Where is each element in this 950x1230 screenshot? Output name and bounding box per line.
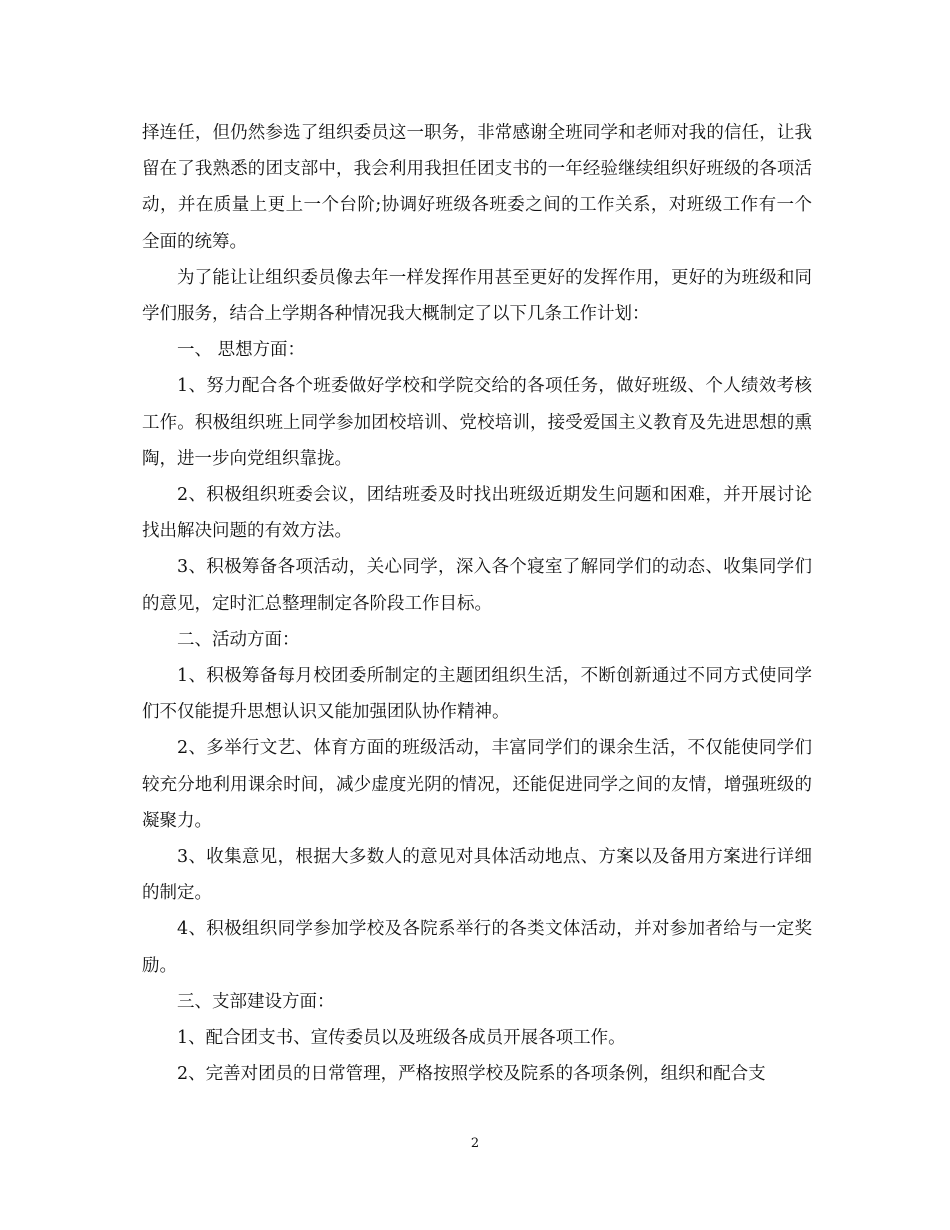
paragraph-intro: 为了能让让组织委员像去年一样发挥作用甚至更好的发挥作用，更好的为班级和同学们服务，结合上学期各种情况我大概制定了以下几条工作计划： bbox=[142, 267, 812, 325]
paragraph-continuation: 择连任，但仍然参选了组织委员这一职务，非常感谢全班同学和老师对我的信任，让我留在了我熟悉的团支部中，我会利用我担任团支书的一年经验继续组织好班级的各项活动，并在质量上更上一个台阶;协调好班级各班委之间的工作关系，对班级工作有一个全面的统筹。 bbox=[142, 123, 812, 252]
paragraph-item: 2、完善对团员的日常管理，严格按照学校及院系的各项条例，组织和配合支 bbox=[177, 1064, 766, 1085]
paragraph-item: 1、积极筹备每月校团委所制定的主题团组织生活，不断创新通过不同方式使同学们不仅能提升思想认识又能加强团队协作精神。 bbox=[142, 666, 812, 723]
page-number: 2 bbox=[470, 1136, 480, 1151]
paragraph-item: 2、积极组织班委会议，团结班委及时找出班级近期发生问题和困难，并开展讨论找出解决问题的有效方法。 bbox=[142, 485, 812, 542]
paragraph-item: 4、积极组织同学参加学校及各院系举行的各类文体活动，并对参加者给与一定奖励。 bbox=[142, 919, 812, 976]
document-body bbox=[142, 115, 812, 1092]
paragraph-item: 2、多举行文艺、体育方面的班级活动，丰富同学们的课余生活，不仅能使同学们较充分地利用课余时间，减少虚度光阴的情况，还能促进同学之间的友情，增强班级的凝聚力。 bbox=[142, 738, 812, 831]
section-heading-branch: 三、支部建设方面： bbox=[177, 991, 335, 1012]
section-heading-activity: 二、活动方面： bbox=[177, 629, 300, 650]
paragraph-item: 1、配合团支书、宣传委员以及班级各成员开展各项工作。 bbox=[177, 1028, 626, 1049]
paragraph-item: 3、积极筹备各项活动，关心同学，深入各个寝室了解同学们的动态、收集同学们的意见，定时汇总整理制定各阶段工作目标。 bbox=[142, 557, 812, 614]
section-heading-thought: 一、 思想方面： bbox=[177, 340, 306, 361]
paragraph-item: 1、努力配合各个班委做好学校和学院交给的各项任务，做好班级、个人绩效考核工作。积极组织班上同学参加团校培训、党校培训，接受爱国主义教育及先进思想的熏陶，进一步向党组织靠拢。 bbox=[142, 376, 812, 469]
paragraph-item: 3、收集意见，根据大多数人的意见对具体活动地点、方案以及备用方案进行详细的制定。 bbox=[142, 847, 812, 904]
